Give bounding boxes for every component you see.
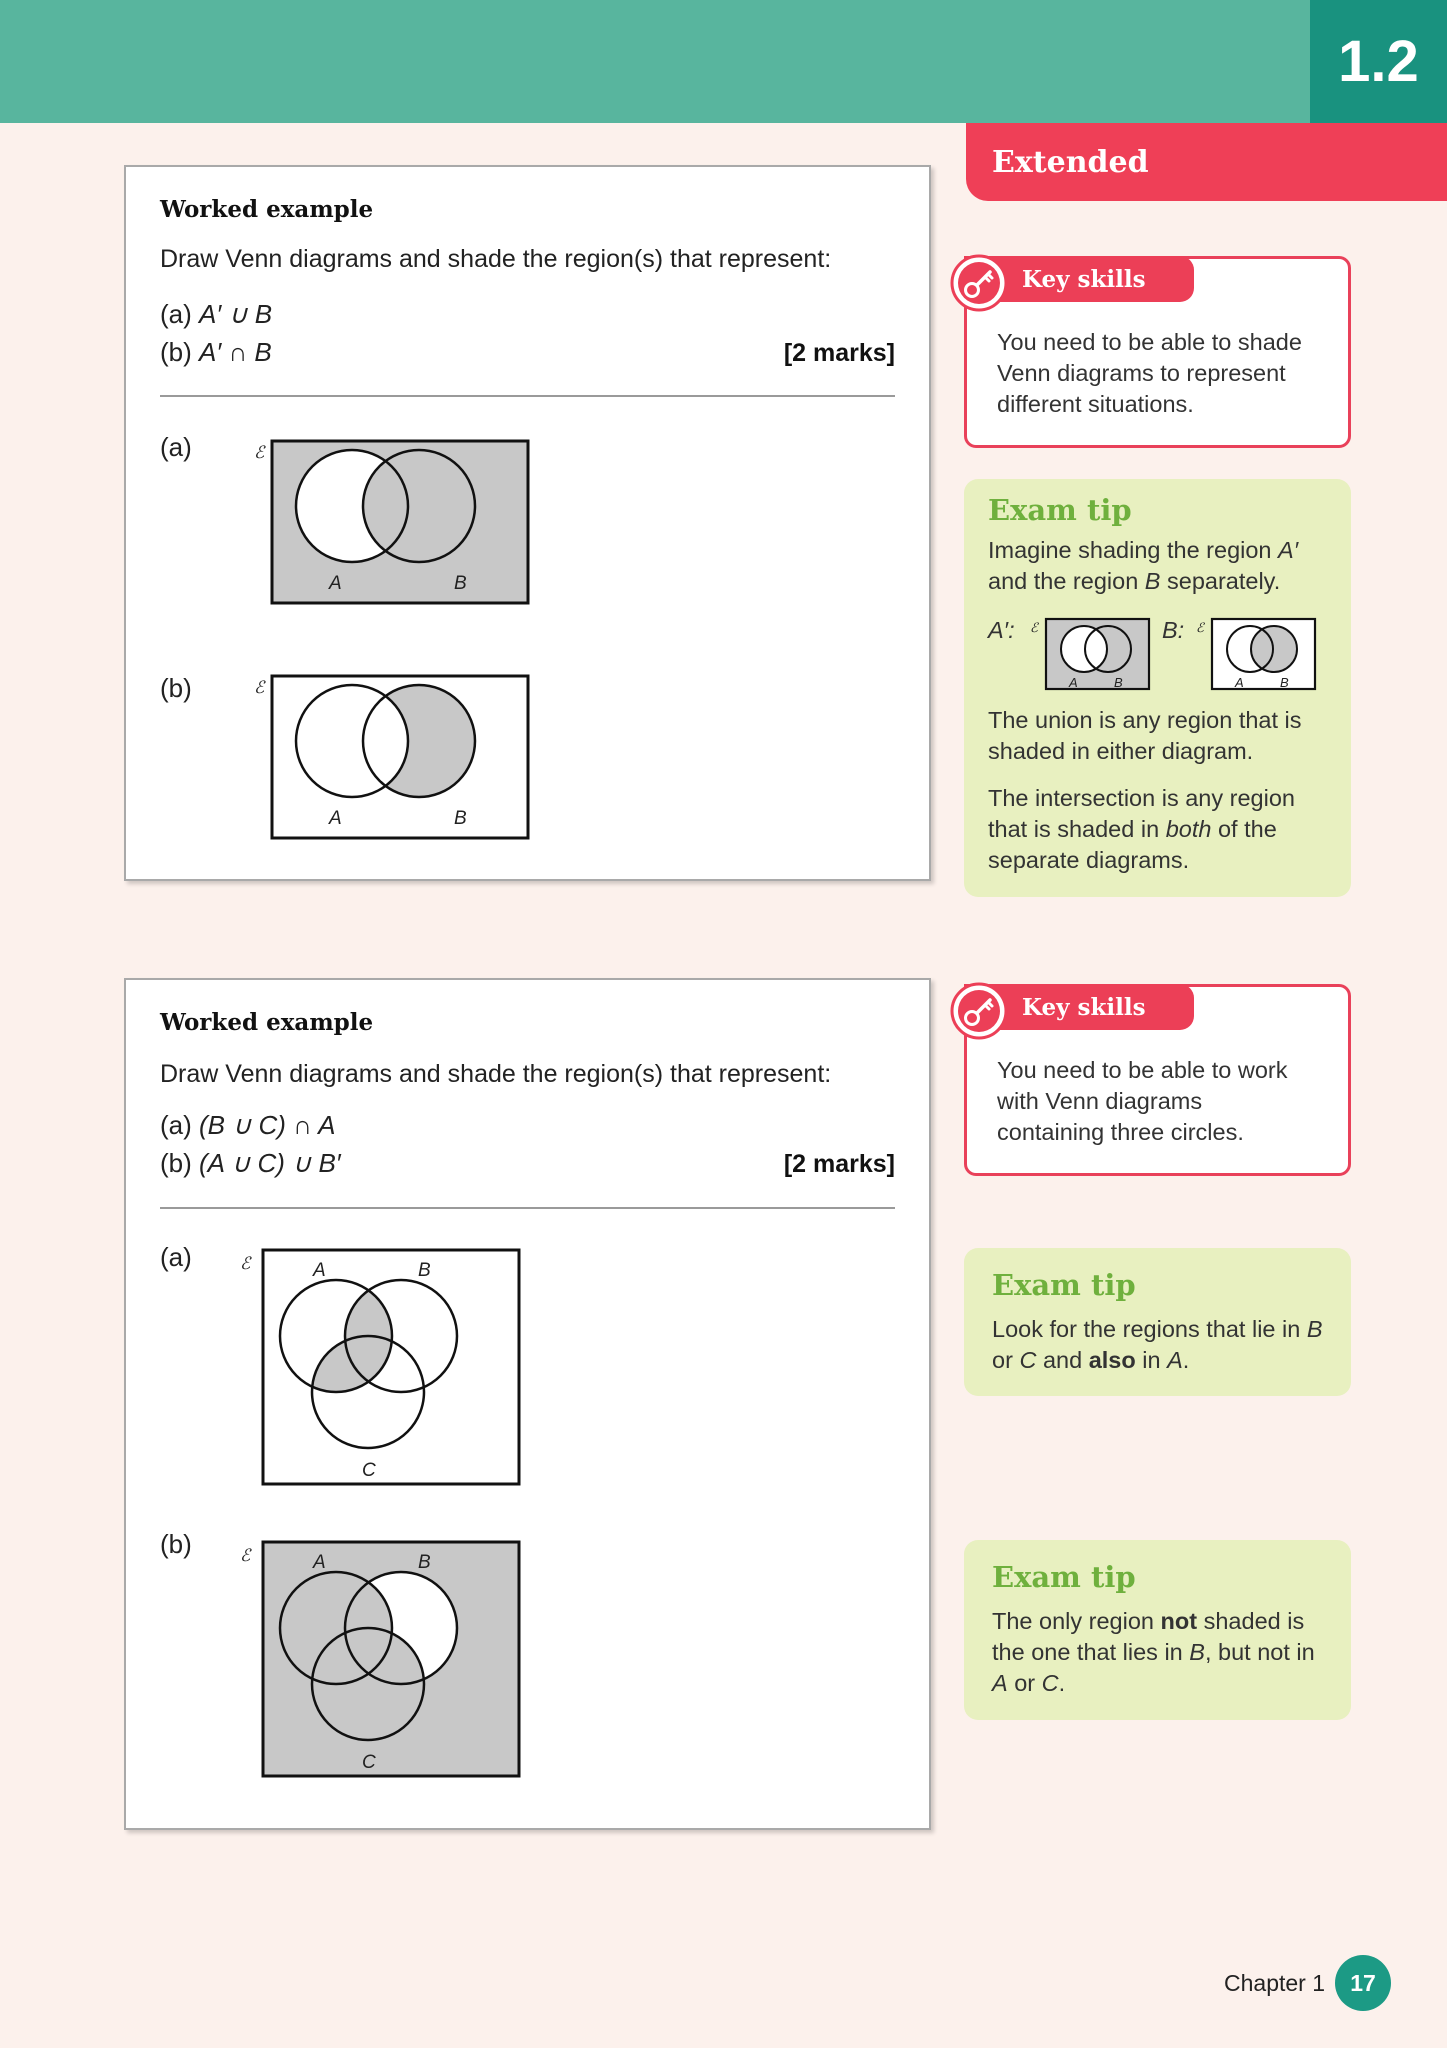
exam-tip-title: Exam tip [988,493,1132,527]
label-a: A [1069,675,1078,690]
question-a-expression: (B ∪ C) ∩ A [199,1110,336,1140]
mini-venn-a-prime [1026,615,1151,695]
tip-text-part: separately. [1160,568,1281,594]
tip-text-part: or [992,1347,1020,1373]
venn-diagram-a-prime-intersect-b [236,672,536,852]
divider [160,395,895,397]
mini-label-a-prime: A′: [988,617,1015,643]
tip-text-part: , but not in [1204,1639,1315,1665]
tip-text-italic: C [1019,1347,1037,1373]
label-b: B [454,808,467,829]
label-b: B [1114,675,1123,690]
label-b: B [418,1552,431,1573]
key-skills-text: You need to be able to shade Venn diagrams to represent different situations. [997,329,1302,417]
tip-text-bold: not [1160,1608,1198,1634]
tip-text-part: . [1058,1670,1066,1696]
question-b [160,1148,341,1179]
question-a-expression: A′ ∪ B [199,299,273,329]
tip-text-part: shaded is the one that lies in [992,1608,1305,1665]
question-a-label: (a) [160,299,192,329]
exam-tip-text-3 [988,783,1323,876]
question-b-expression: (A ∪ C) ∪ B′ [199,1148,341,1178]
question-a-label: (a) [160,1110,192,1140]
tip-text-italic: A [992,1670,1008,1696]
universal-symbol: ℰ [1030,620,1038,635]
worked-example-title: Worked example [160,196,374,223]
exam-tip-text [992,1606,1327,1699]
label-b: B [454,573,467,594]
instruction-text: Draw Venn diagrams and shade the region(s) that represent: [160,1060,832,1088]
tip-text-italic: A′ [1278,537,1299,563]
exam-tip-box-3 [964,1540,1351,1720]
tip-text-part: . [1182,1347,1190,1373]
worked-example-card-2 [124,978,931,1830]
label-a: A [313,1260,326,1281]
tip-text-part: or [1007,1670,1042,1696]
part-a-label: (a) [160,1242,192,1272]
part-b-label: (b) [160,1529,192,1559]
marks-label: [2 marks] [783,339,895,367]
label-c: C [362,1460,376,1481]
tip-text-part: and [1036,1347,1089,1373]
mini-label-b: B: [1162,617,1185,643]
key-skills-box-1 [964,256,1351,448]
label-b: B [1280,675,1289,690]
question-b-expression: A′ ∩ B [199,337,272,367]
exam-tip-text-1 [988,535,1333,597]
exam-tip-text [992,1314,1327,1376]
question-b-label: (b) [160,337,192,367]
exam-tip-text-2: The union is any region that is shaded in either diagram. [988,707,1302,764]
tip-text-part: in [1135,1347,1168,1373]
section-number: 1.2 [1310,0,1447,123]
key-skills-text: You need to be able to work with Venn diagrams containing three circles. [997,1057,1288,1145]
part-a-label: (a) [160,432,192,462]
tip-text-part: Imagine shading the region [988,537,1279,563]
universal-set-rect [263,1250,519,1484]
universal-symbol: ℰ [240,1254,251,1273]
worked-example-card-1 [124,165,931,881]
key-skills-box-2 [964,984,1351,1176]
tip-text-italic: both [1165,816,1212,842]
exam-tip-box-2 [964,1248,1351,1396]
venn-diagram-a-union-c-union-b-prime [226,1538,526,1783]
question-b [160,337,272,368]
venn-diagram-a-prime-union-b [236,437,536,617]
exam-tip-title: Exam tip [992,1268,1136,1302]
tip-text-italic: B [1306,1316,1323,1342]
tip-text-italic: B [1189,1639,1205,1665]
marks-label: [2 marks] [783,1150,895,1178]
question-a [160,299,272,330]
mini-venn-b [1192,615,1317,695]
label-a: A [313,1552,326,1573]
label-c: C [362,1752,376,1773]
chapter-label: Chapter 1 [1224,1970,1326,1996]
key-icon [950,982,1008,1040]
instruction-text: Draw Venn diagrams and shade the region(s) that represent: [160,245,832,273]
label-a: A [1235,675,1244,690]
extended-banner: Extended [966,123,1447,201]
tip-text-italic: C [1041,1670,1059,1696]
key-skills-title: Key skills [964,256,1194,302]
tip-text-part: The intersection is any region that is shaded in [988,785,1295,842]
worked-example-title: Worked example [160,1009,374,1036]
tip-text-italic: B [1144,568,1161,594]
question-a [160,1110,335,1141]
tip-text-bold: also [1088,1347,1136,1373]
tip-text-part: The only region [992,1608,1161,1634]
universal-symbol: ℰ [1196,620,1204,635]
label-a: A [329,808,342,829]
key-skills-title: Key skills [964,984,1194,1030]
venn-diagram-b-union-c-intersect-a [226,1246,526,1491]
tip-text-part: and the region [988,568,1145,594]
label-b: B [418,1260,431,1281]
tip-text-part: Look for the regions that lie in [992,1316,1307,1342]
page-number: 17 [1335,1955,1391,2011]
label-a: A [329,573,342,594]
divider [160,1207,895,1209]
exam-tip-box-1 [964,479,1351,897]
universal-symbol: ℰ [254,678,265,697]
header-band [0,0,1310,123]
universal-symbol: ℰ [240,1546,251,1565]
part-b-label: (b) [160,673,192,703]
tip-text-part: of the separate diagrams. [988,816,1277,873]
question-b-label: (b) [160,1148,192,1178]
key-icon [950,254,1008,312]
tip-text-italic: A [1167,1347,1183,1373]
universal-symbol: ℰ [254,443,265,462]
exam-tip-title: Exam tip [992,1560,1136,1594]
